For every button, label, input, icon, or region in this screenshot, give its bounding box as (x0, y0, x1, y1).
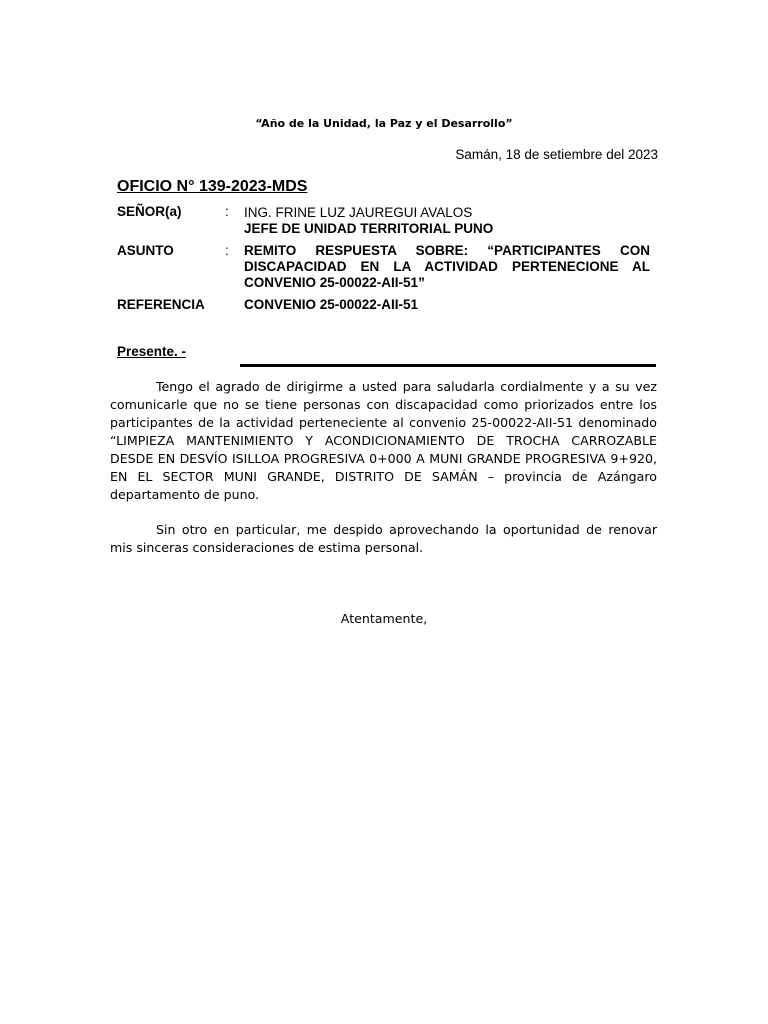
reference-value: CONVENIO 25-00022-AII-51 (244, 297, 419, 312)
subject-label: ASUNTO (117, 243, 174, 258)
document-title: OFICIO N° 139-2023-MDS (117, 178, 308, 195)
subject-colon: : (225, 243, 229, 258)
subject-value: REMITO RESPUESTA SOBRE: “PARTICIPANTES CON DISCAPACIDAD EN LA ACTIVIDAD PERTENECIONE AL CONVENIO 25-00022-AII-51” (244, 243, 650, 290)
reference-label: REFERENCIA (117, 297, 205, 312)
recipient-name: ING. FRINE LUZ JAUREGUI AVALOS (244, 205, 473, 220)
recipient-position: JEFE DE UNIDAD TERRITORIAL PUNO (244, 221, 494, 236)
recipient-colon: : (225, 204, 229, 219)
closing: Atentamente, (340, 611, 428, 626)
separator-rule (240, 364, 656, 367)
place-and-date: Samán, 18 de setiembre del 2023 (455, 147, 658, 162)
body-paragraph-1: Tengo el agrado de dirigirme a usted para saludarla cordialmente y a su vez comunicarle que no se tiene personas con discapacidad como priorizados entre los participantes de la actividad perteneciente al convenio 25-00022-AII-51 denominado “LIMPIEZA MANTENIMIENTO Y ACONDICIONAMIENTO DE TROCHA CARROZABLE DESDE EN DESVÍO ISILLOA PROGRESIVA 0+000 A MUNI GRANDE PROGRESIVA 9+920, EN EL SECTOR MUNI GRANDE, DISTRITO DE SAMÁN – provincia de Azángaro departamento de puno. (110, 379, 657, 502)
body-paragraph-2: Sin otro en particular, me despido aprovechando la oportunidad de renovar mis sinceras consideraciones de estima personal. (110, 522, 657, 555)
salutation: Presente. - (117, 344, 187, 359)
recipient-label: SEÑOR(a) (117, 204, 182, 219)
year-motto: “Año de la Unidad, la Paz y el Desarrollo” (255, 117, 513, 130)
